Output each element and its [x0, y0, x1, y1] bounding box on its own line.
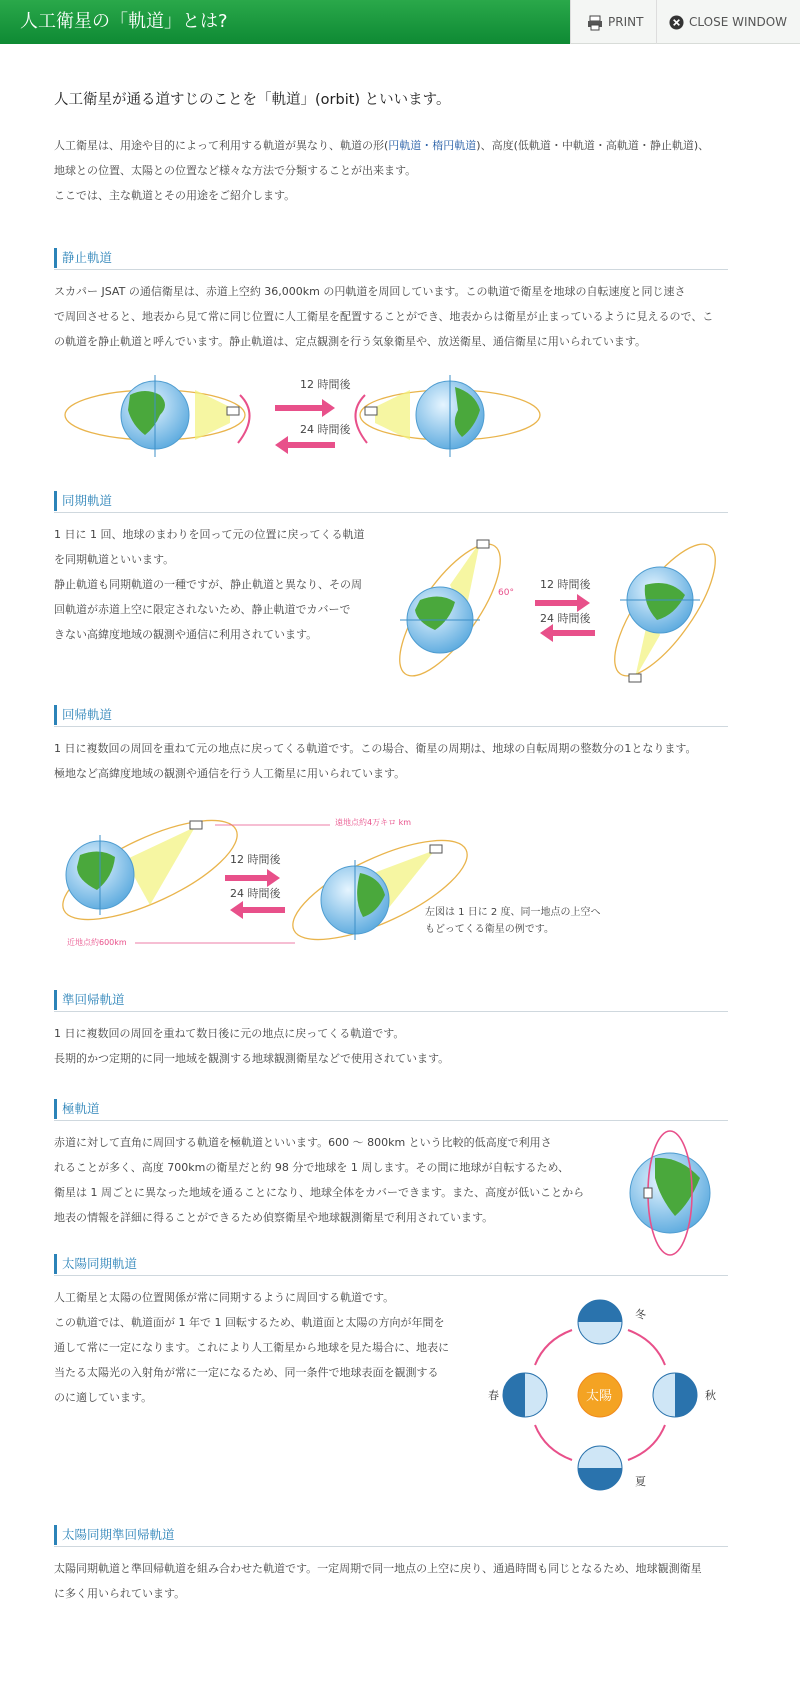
sun-sync-semi-text: 太陽同期軌道と準回帰軌道を組み合わせた軌道です。一定周期で同一地点の上空に戻り、通過時間も同じとなるため、地球観測衛星 に多く用いられています。 — [54, 1562, 702, 1600]
polar-text: 赤道に対して直角に周回する軌道を極軌道といいます。600 〜 800km という比較的低高度で利用さ れることが多く、高度 700kmの衛星だと約 98 分で地球を 1 周します。その間に地球が自転するため、 衛星は 1 周ごとに異なった地域を通ることになり、地球全体をカバーできます。また、高度が低いことから 地表の情報を詳細に得ることができるため偵察衛星や地球観測衛星で利用されています。 — [54, 1136, 585, 1224]
close-window-button[interactable] — [656, 0, 800, 44]
recurrent-text: 1 日に複数回の周回を重ねて元の地点に戻ってくる軌道です。この場合、衛星の周期は、地球の自転周期の整数分の1となります。 極地など高緯度地域の観測や通信を行う人工衛星に用いられています。 — [54, 742, 697, 780]
angle-label: 60° — [498, 588, 514, 598]
section-title-geostationary: 静止軌道 — [54, 248, 728, 270]
winter-label: 冬 — [635, 1308, 646, 1321]
sun-synchronous-diagram — [480, 1290, 725, 1505]
spring-label: 春 — [488, 1389, 499, 1402]
synchronous-diagram — [395, 530, 725, 690]
sun-icon — [578, 1373, 622, 1417]
section-title-recurrent: 回帰軌道 — [54, 705, 728, 727]
arrow-label-12h: 12 時間後 — [300, 378, 351, 391]
orbit-shape-link: 円軌道・楕円軌道 — [388, 139, 477, 152]
window-header — [0, 0, 800, 44]
svg-text:24 時間後: 24 時間後 — [540, 612, 591, 625]
arrow-right — [275, 399, 335, 417]
close-label: CLOSE WINDOW — [689, 15, 788, 29]
satellite-icon — [227, 407, 239, 415]
close-icon — [669, 15, 684, 30]
arrow-label-24h: 24 時間後 — [300, 423, 351, 436]
printer-icon — [587, 15, 603, 31]
recurrent-caption-1: 左図は 1 日に 2 度、同一地点の上空へ — [425, 907, 601, 918]
print-button[interactable] — [570, 0, 656, 44]
section-title-sun-synchronous: 太陽同期軌道 — [54, 1254, 728, 1276]
section-title-polar: 極軌道 — [54, 1099, 728, 1121]
sun-sync-text: 人工衛星と太陽の位置関係が常に同期するように周回する軌道です。 この軌道では、軌道面が 1 年で 1 回転するため、軌道面と太陽の方向が年間を 通して常に一定になります。これにより人工衛星から地球を見た場合に、地表に 当たる太陽光の入射角が常に一定になるため、同一条件で地球表面を観測する のに適しています。 — [54, 1291, 450, 1404]
geo-text: スカパー JSAT の通信衛星は、赤道上空約 36,000km の円軌道を周回しています。この軌道で衛星を地球の自転速度と同じ速さ で周回させると、地表から見て常に同じ位置に人工衛星を配置することができ、地表からは衛星が止まっているように見えるので、こ の軌道を静止軌道と呼んでいます。静止軌道は、定点観測を行う気象衛星や、放送衛星、通信衛星に用いられています。 — [54, 285, 714, 348]
polar-diagram — [620, 1128, 720, 1258]
perigee-label: 近地点約600km — [67, 938, 127, 947]
print-label: PRINT — [608, 15, 644, 29]
recurrent-caption-2: もどってくる衛星の例です。 — [425, 924, 554, 935]
section-title-synchronous: 同期軌道 — [54, 491, 728, 513]
arrow-left — [275, 436, 335, 454]
svg-text:12 時間後: 12 時間後 — [540, 578, 591, 591]
summer-label: 夏 — [635, 1475, 646, 1488]
section-title-sun-sync-semi-recurrent: 太陽同期準回帰軌道 — [54, 1525, 728, 1547]
semi-recurrent-text: 1 日に複数回の周回を重ねて数日後に元の地点に戻ってくる軌道です。 長期的かつ定期的に同一地域を観測する地球観測衛星などで使用されています。 — [54, 1027, 450, 1065]
svg-text:12 時間後: 12 時間後 — [230, 853, 281, 866]
sync-text: 1 日に 1 回、地球のまわりを回って元の位置に戻ってくる軌道 を同期軌道といいます。 静止軌道も同期軌道の一種ですが、静止軌道と異なり、その周 回軌道が赤道上空に限定されないため、静止軌道でカバーで きない高緯度地域の観測や通信に利用されています。 — [54, 528, 365, 641]
geostationary-diagram — [60, 365, 550, 475]
intro-text: 人工衛星は、用途や目的によって利用する軌道が異なり、軌道の形(円軌道・楕円軌道)、高度(低軌道・中軌道・高軌道・静止軌道)、 地球との位置、太陽との位置など様々な方法で分類することが出来ます。 ここでは、主な軌道とその用途をご紹介します。 — [54, 139, 710, 202]
page-title: 人工衛星の「軌道」とは? — [0, 0, 570, 44]
recurrent-diagram — [55, 805, 655, 955]
svg-text:24 時間後: 24 時間後 — [230, 887, 281, 900]
apogee-label: 遠地点約4万キロ km — [335, 818, 412, 827]
section-title-semi-recurrent: 準回帰軌道 — [54, 990, 728, 1012]
sun-label: 太陽 — [586, 1389, 613, 1404]
autumn-label: 秋 — [705, 1389, 716, 1402]
intro-lead: 人工衛星が通る道すじのことを「軌道」(orbit) といいます。 — [54, 92, 451, 108]
